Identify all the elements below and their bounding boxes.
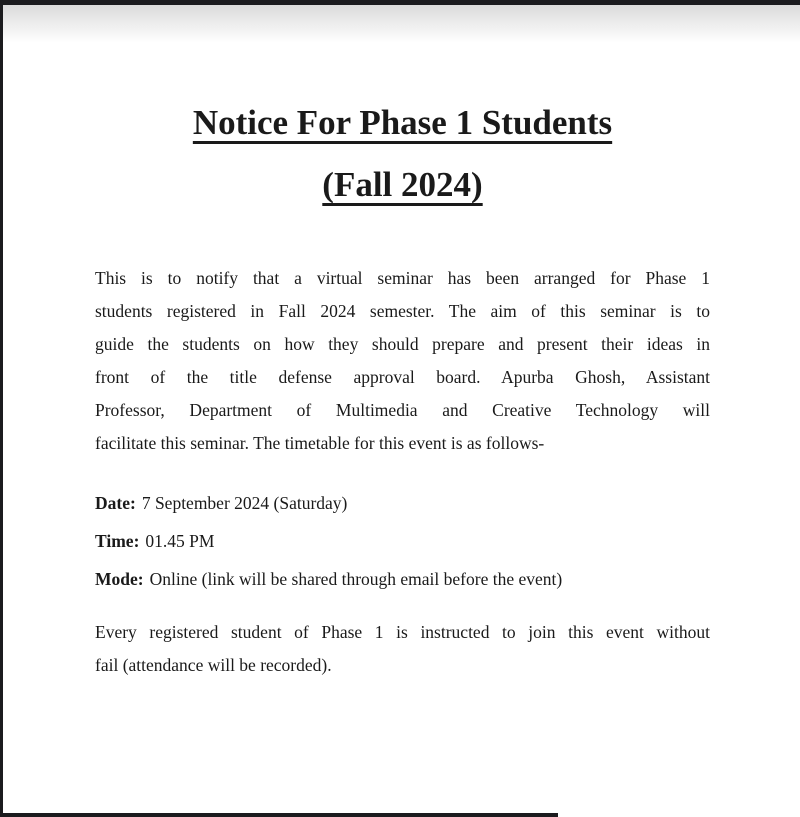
schedule-time-row bbox=[95, 522, 710, 560]
notice-title-line1: Notice For Phase 1 Students bbox=[192, 103, 613, 142]
body-line: students registered in Fall 2024 semester. The aim of this seminar is to bbox=[95, 301, 710, 321]
event-schedule bbox=[95, 484, 710, 598]
window-left-edge bbox=[0, 0, 3, 817]
closing-line: Every registered student of Phase 1 is instructed to join this event without bbox=[95, 622, 710, 642]
notice-body-paragraph bbox=[95, 262, 710, 460]
page-bottom-edge bbox=[0, 813, 558, 817]
notice-content bbox=[95, 0, 710, 682]
body-line: This is to notify that a virtual seminar has been arranged for Phase 1 bbox=[95, 268, 710, 288]
schedule-time-label: Time: bbox=[95, 531, 140, 551]
schedule-date-row bbox=[95, 484, 710, 522]
notice-title bbox=[95, 92, 710, 216]
schedule-mode-label: Mode: bbox=[95, 569, 144, 589]
closing-line: fail (attendance will be recorded). bbox=[95, 655, 332, 675]
notice-closing-paragraph bbox=[95, 616, 710, 682]
schedule-time-value: 01.45 PM bbox=[145, 531, 215, 551]
schedule-date-label: Date: bbox=[95, 493, 136, 513]
body-line: guide the students on how they should prepare and present their ideas in bbox=[95, 334, 710, 354]
schedule-date-value: 7 September 2024 (Saturday) bbox=[141, 493, 348, 513]
body-line: facilitate this seminar. The timetable for this event is as follows- bbox=[95, 433, 545, 453]
body-line: Professor, Department of Multimedia and Creative Technology will bbox=[95, 400, 710, 420]
notice-title-line2: (Fall 2024) bbox=[322, 165, 483, 204]
schedule-mode-value: Online (link will be shared through email before the event) bbox=[149, 569, 563, 589]
schedule-mode-row bbox=[95, 560, 710, 598]
body-line: front of the title defense approval board. Apurba Ghosh, Assistant bbox=[95, 367, 710, 387]
